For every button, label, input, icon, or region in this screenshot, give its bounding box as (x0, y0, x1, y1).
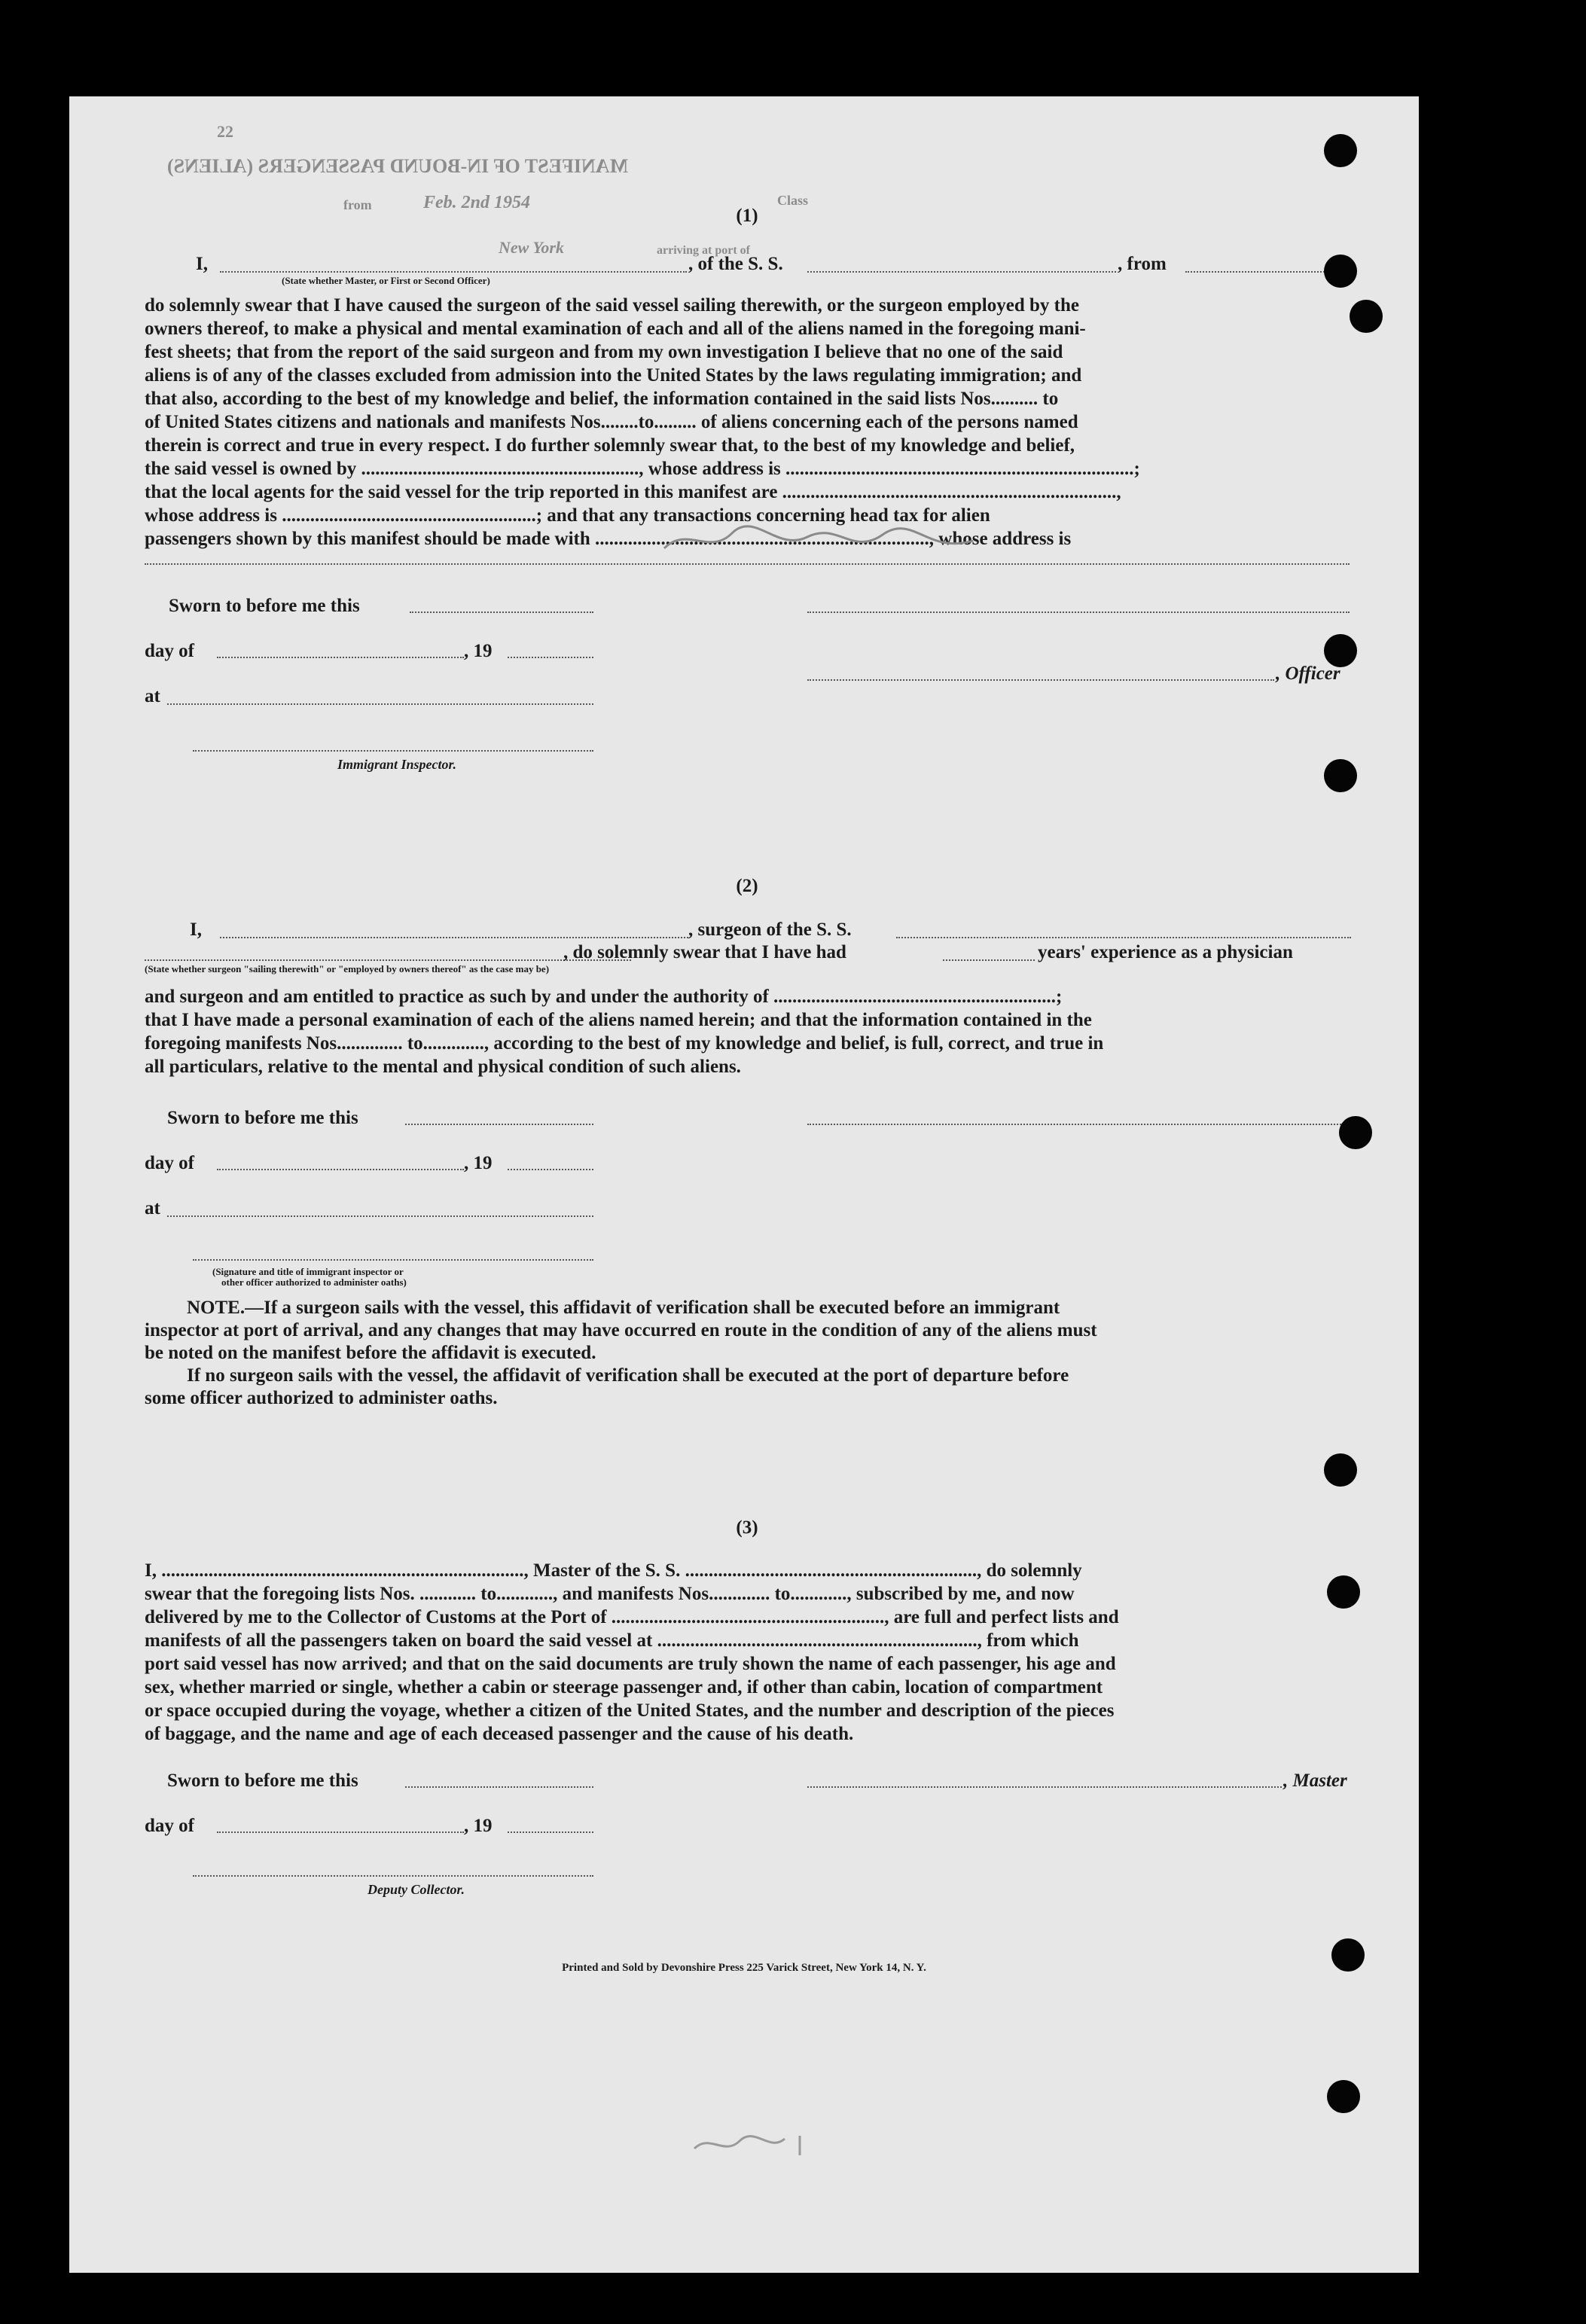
s3-para-line: sex, whether married or single, whether a cabin or steerage passenger and, if other than cabin, location of compartment (145, 1677, 1103, 1697)
s3-para-line: I, ............................................................................., Master of the S. S. .............................................................., do solemnly (145, 1560, 1082, 1581)
s2-sig-caption-2: other officer authorized to administer oaths) (221, 1276, 407, 1288)
s1-year-blank[interactable] (508, 657, 593, 658)
binder-hole (1339, 1116, 1372, 1149)
from-label: from (343, 197, 372, 212)
s2-ship-blank[interactable] (896, 937, 1351, 938)
s1-ship-blank[interactable] (807, 271, 1116, 273)
s1-line-i: I, (196, 254, 208, 274)
s2-solemnly: , do solemnly swear that I have had (563, 942, 846, 962)
s1-para-line: that the local agents for the said vessel for the trip reported in this manifest are ......................................................................., (145, 482, 1121, 502)
handwritten-signature (657, 518, 1003, 563)
s1-from: , from (1118, 254, 1167, 274)
s1-para-line: passengers shown by this manifest should be made with ......................................................................., whose address is (145, 529, 1072, 549)
s3-nineteen: , 19 (464, 1816, 493, 1836)
s1-para-line: aliens is of any of the classes excluded from admission into the United States by the laws regulating immigration; and (145, 365, 1082, 386)
s3-day-of: day of (145, 1816, 194, 1836)
s2-para-line: that I have made a personal examination of each of the aliens named herein; and that the information contained in the (145, 1010, 1092, 1030)
s2-inspector-blank[interactable] (193, 1259, 593, 1261)
s3-para-line: swear that the foregoing lists Nos. ............ to............, and manifests Nos............. to............, subscribed by me, and now (145, 1584, 1075, 1604)
s2-years: years' experience as a physician (1038, 942, 1293, 962)
s1-paragraph (145, 294, 1286, 551)
s1-para-line: of United States citizens and nationals and manifests Nos........to......... of aliens concerning each of the persons named (145, 412, 1078, 432)
s2-nineteen: , 19 (464, 1153, 493, 1173)
s2-day-blank[interactable] (217, 1169, 464, 1170)
s2-line-i: I, (190, 920, 202, 940)
binder-hole (1324, 134, 1357, 167)
manifest-sheet (69, 96, 1419, 2273)
s3-day-blank[interactable] (217, 1831, 464, 1833)
s2-signature-blank[interactable] (807, 1124, 1350, 1125)
s3-collector-caption: Deputy Collector. (368, 1882, 465, 1897)
s1-at-blank[interactable] (167, 703, 593, 705)
s2-capacity-blank[interactable] (145, 959, 631, 961)
s1-para-line: do solemnly swear that I have caused the surgeon of the said vessel sailing therewith, or the surgeon employed by the (145, 295, 1079, 316)
s2-sworn: Sworn to before me this (167, 1108, 358, 1128)
s3-year-blank[interactable] (508, 1831, 593, 1833)
s3-sworn-blank[interactable] (405, 1786, 593, 1788)
binder-hole (1324, 255, 1357, 288)
s1-para-line: therein is correct and true in every respect. I do further solemnly swear that, to the best of my knowledge and belief, (145, 435, 1075, 456)
s1-officer: , Officer (1276, 663, 1340, 684)
port-text: New York (499, 238, 564, 257)
s2-at: at (145, 1198, 160, 1218)
s1-address-blank[interactable] (145, 563, 1350, 565)
handwritten-mark (687, 2130, 837, 2160)
s2-surgeon-blank[interactable] (220, 937, 688, 938)
s1-day-of: day of (145, 641, 194, 661)
s2-para-line: all particulars, relative to the mental and physical condition of such aliens. (145, 1057, 741, 1077)
binder-hole (1324, 634, 1357, 667)
s3-paragraph (145, 1559, 1286, 1746)
class-label: Class (777, 193, 809, 208)
binder-hole (1331, 1938, 1365, 1972)
binder-hole (1324, 759, 1357, 792)
binder-hole (1327, 1575, 1360, 1609)
printer-line: Printed and Sold by Devonshire Press 225 Varick Street, New York 14, N. Y. (562, 1962, 926, 1974)
s1-at: at (145, 686, 160, 706)
s1-officer-blank[interactable] (220, 271, 687, 273)
s3-para-line: or space occupied during the voyage, whether a citizen of the United States, and the number and description of the pieces (145, 1700, 1115, 1721)
section-2-number: (2) (736, 876, 758, 896)
s1-para-line: whose address is ......................................................; and that any transactions concerning head tax for alien (145, 505, 990, 526)
s2-paragraph (145, 985, 1286, 1078)
s2-years-blank[interactable] (943, 959, 1035, 961)
corner-number: 22 (217, 122, 233, 141)
s1-inspector-blank[interactable] (193, 750, 593, 752)
s3-master-blank[interactable] (807, 1786, 1282, 1788)
s3-master: , Master (1283, 1770, 1347, 1791)
s1-sworn-blank[interactable] (410, 611, 593, 613)
s2-surgeon-of: , surgeon of the S. S. (688, 920, 852, 940)
s1-para-line: the said vessel is owned by ..........................................................., whose address is ..........................................................................; (145, 459, 1140, 479)
note-line: some officer authorized to administer oaths. (145, 1388, 498, 1408)
section-3-number: (3) (736, 1517, 758, 1538)
s1-sworn: Sworn to before me this (169, 596, 360, 616)
s1-line-i-caption: (State whether Master, or First or Second Officer) (282, 275, 490, 286)
note-line: If no surgeon sails with the vessel, the affidavit of verification shall be executed at the port of departure before (187, 1365, 1069, 1386)
s2-sig-caption-1: (Signature and title of immigrant inspector or (212, 1266, 404, 1277)
s1-para-line: fest sheets; that from the report of the said surgeon and from my own investigation I believe that no one of the said (145, 342, 1063, 362)
note-line: be noted on the manifest before the affidavit is executed. (145, 1343, 596, 1363)
s1-day-blank[interactable] (217, 657, 464, 658)
s1-officer-sig-blank[interactable] (807, 679, 1274, 681)
s2-caption: (State whether surgeon "sailing therewith" or "employed by owners thereof" as the case may be) (145, 963, 550, 974)
binder-hole (1350, 300, 1383, 333)
s3-para-line: delivered by me to the Collector of Customs at the Port of .........................................................., are full and perfect lists and (145, 1607, 1119, 1627)
note-line: inspector at port of arrival, and any changes that may have occurred en route in the condition of any of the aliens must (145, 1320, 1097, 1340)
s1-inspector-caption: Immigrant Inspector. (337, 757, 457, 772)
s1-nineteen: , 19 (464, 641, 493, 661)
s1-para-line: that also, according to the best of my knowledge and belief, the information contained in the said lists Nos.......... to (145, 389, 1059, 409)
s2-sworn-blank[interactable] (405, 1124, 593, 1125)
binder-hole (1327, 2080, 1360, 2113)
s1-para-line: owners thereof, to make a physical and mental examination of each and all of the aliens named in the foregoing mani- (145, 319, 1086, 339)
date-text: Feb. 2nd 1954 (423, 193, 531, 212)
s3-para-line: port said vessel has now arrived; and that on the said documents are truly shown the name of each passenger, his age and (145, 1654, 1116, 1674)
s3-para-line: manifests of all the passengers taken on board the said vessel at ...................................................................., from which (145, 1630, 1079, 1651)
s2-year-blank[interactable] (508, 1169, 593, 1170)
section-1-number: (1) (736, 206, 758, 226)
at-port-text: arriving at port of (657, 244, 750, 257)
s2-para-line: and surgeon and am entitled to practice as such by and under the authority of ............................................................; (145, 987, 1063, 1007)
note-paragraph (145, 1297, 1286, 1410)
s1-of-ss: , of the S. S. (688, 254, 783, 274)
binder-hole (1324, 1453, 1357, 1487)
s2-at-blank[interactable] (167, 1215, 593, 1217)
s3-para-line: of baggage, and the name and age of each deceased passenger and the cause of his death. (145, 1724, 854, 1744)
s2-para-line: foregoing manifests Nos.............. to............., according to the best of my knowledge and belief, is full, correct, and true in (145, 1033, 1104, 1054)
note-line: NOTE.—If a surgeon sails with the vessel, this affidavit of verification shall be executed before an immigrant (187, 1298, 1060, 1318)
s2-day-of: day of (145, 1153, 194, 1173)
manifest-stamp: MANIFEST OF IN-BOUND PASSENGERS (ALIENS) (167, 155, 629, 177)
s3-collector-blank[interactable] (193, 1875, 593, 1877)
s1-signature-blank[interactable] (807, 611, 1350, 613)
s3-sworn: Sworn to before me this (167, 1770, 358, 1791)
